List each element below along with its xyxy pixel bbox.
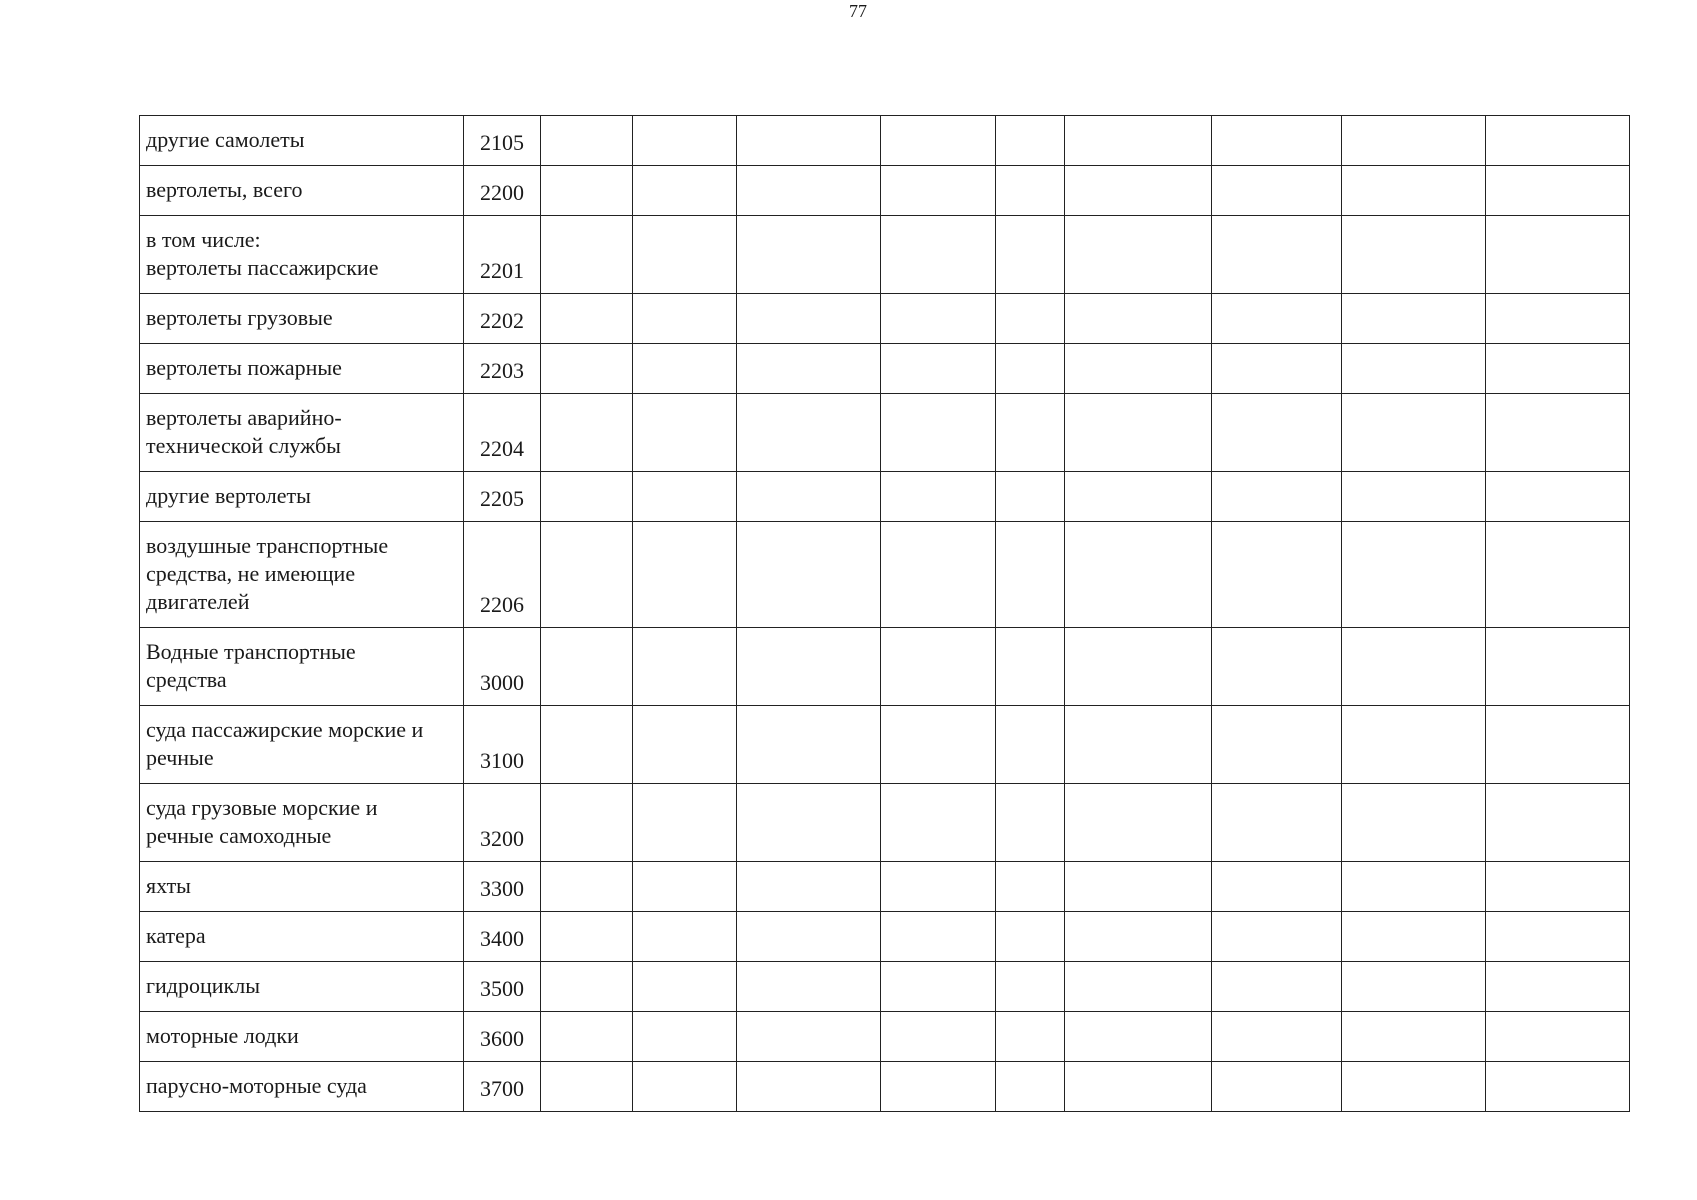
- value-cell: [633, 116, 737, 166]
- value-cell: [1486, 344, 1630, 394]
- table-row: [140, 1012, 1630, 1062]
- row-code-cell: 2200: [464, 166, 541, 216]
- row-label-line: Водные транспортные: [146, 639, 356, 664]
- value-cell: [541, 784, 633, 862]
- row-label-cell: [140, 784, 464, 862]
- value-cell: [1212, 706, 1342, 784]
- row-code-cell: 3400: [464, 912, 541, 962]
- row-label-line: катера: [146, 923, 206, 948]
- row-label-line: двигателей: [146, 589, 250, 614]
- value-cell: [541, 628, 633, 706]
- row-label-line: вертолеты аварийно-: [146, 405, 342, 430]
- value-cell: [996, 1012, 1065, 1062]
- value-cell: [1342, 706, 1486, 784]
- value-cell: [996, 706, 1065, 784]
- value-cell: [633, 628, 737, 706]
- value-cell: [1212, 344, 1342, 394]
- value-cell: [541, 394, 633, 472]
- value-cell: [633, 1012, 737, 1062]
- reporting-form-table: [139, 115, 1630, 1112]
- value-cell: [633, 862, 737, 912]
- table-row: [140, 472, 1630, 522]
- row-label-cell: [140, 294, 464, 344]
- row-label-cell: [140, 216, 464, 294]
- row-code-cell: 2201: [464, 216, 541, 294]
- value-cell: [541, 862, 633, 912]
- row-label-cell: [140, 628, 464, 706]
- row-label-line: воздушные транспортные: [146, 533, 389, 558]
- row-label-line: средства: [146, 667, 227, 692]
- row-code-cell: 2202: [464, 294, 541, 344]
- value-cell: [541, 216, 633, 294]
- value-cell: [996, 862, 1065, 912]
- row-label-line: парусно-моторные суда: [146, 1073, 367, 1098]
- value-cell: [1486, 1062, 1630, 1112]
- value-cell: [541, 472, 633, 522]
- value-cell: [1342, 862, 1486, 912]
- table-row: [140, 522, 1630, 628]
- row-label-cell: [140, 962, 464, 1012]
- value-cell: [1065, 962, 1212, 1012]
- value-cell: [881, 344, 996, 394]
- row-code-cell: 3100: [464, 706, 541, 784]
- row-label-line: технической службы: [146, 433, 341, 458]
- value-cell: [996, 1062, 1065, 1112]
- value-cell: [1065, 912, 1212, 962]
- table-row: [140, 344, 1630, 394]
- value-cell: [737, 706, 881, 784]
- table-row: [140, 706, 1630, 784]
- value-cell: [1212, 962, 1342, 1012]
- value-cell: [1486, 912, 1630, 962]
- row-label-line: моторные лодки: [146, 1023, 299, 1048]
- value-cell: [541, 706, 633, 784]
- value-cell: [881, 1062, 996, 1112]
- value-cell: [1342, 1062, 1486, 1112]
- table-row: [140, 962, 1630, 1012]
- value-cell: [1342, 628, 1486, 706]
- value-cell: [1065, 522, 1212, 628]
- table-row: [140, 628, 1630, 706]
- value-cell: [881, 216, 996, 294]
- value-cell: [1065, 784, 1212, 862]
- page-number: 77: [849, 1, 867, 21]
- value-cell: [541, 294, 633, 344]
- row-label-line: средства, не имеющие: [146, 561, 356, 586]
- value-cell: [737, 166, 881, 216]
- value-cell: [1065, 216, 1212, 294]
- table-body: [140, 116, 1630, 1112]
- value-cell: [881, 472, 996, 522]
- value-cell: [737, 862, 881, 912]
- value-cell: [633, 472, 737, 522]
- value-cell: [1342, 472, 1486, 522]
- value-cell: [1212, 1012, 1342, 1062]
- value-cell: [633, 962, 737, 1012]
- value-cell: [1342, 166, 1486, 216]
- row-label-cell: [140, 1012, 464, 1062]
- value-cell: [1486, 784, 1630, 862]
- value-cell: [633, 706, 737, 784]
- value-cell: [1342, 1012, 1486, 1062]
- row-code-cell: 3000: [464, 628, 541, 706]
- row-label-line: суда грузовые морские и: [146, 795, 378, 820]
- value-cell: [1212, 166, 1342, 216]
- row-label-line: вертолеты пожарные: [146, 355, 342, 380]
- value-cell: [1212, 862, 1342, 912]
- value-cell: [881, 862, 996, 912]
- value-cell: [1486, 294, 1630, 344]
- value-cell: [1212, 116, 1342, 166]
- value-cell: [737, 784, 881, 862]
- value-cell: [633, 294, 737, 344]
- value-cell: [633, 344, 737, 394]
- value-cell: [633, 166, 737, 216]
- row-label-cell: [140, 116, 464, 166]
- row-code-cell: 2204: [464, 394, 541, 472]
- value-cell: [1342, 962, 1486, 1012]
- value-cell: [1212, 216, 1342, 294]
- value-cell: [737, 394, 881, 472]
- row-code-cell: 3600: [464, 1012, 541, 1062]
- value-cell: [881, 394, 996, 472]
- row-label-line: речные: [146, 745, 214, 770]
- value-cell: [1065, 472, 1212, 522]
- value-cell: [1486, 394, 1630, 472]
- row-code-cell: 3700: [464, 1062, 541, 1112]
- value-cell: [737, 962, 881, 1012]
- value-cell: [737, 522, 881, 628]
- value-cell: [881, 784, 996, 862]
- row-label-cell: [140, 706, 464, 784]
- value-cell: [1065, 344, 1212, 394]
- value-cell: [1065, 394, 1212, 472]
- value-cell: [737, 628, 881, 706]
- row-code-cell: 2105: [464, 116, 541, 166]
- value-cell: [996, 216, 1065, 294]
- row-label-cell: [140, 912, 464, 962]
- row-label-line: яхты: [146, 873, 191, 898]
- value-cell: [881, 706, 996, 784]
- value-cell: [1486, 166, 1630, 216]
- value-cell: [1212, 294, 1342, 344]
- row-label-line: вертолеты грузовые: [146, 305, 333, 330]
- value-cell: [881, 912, 996, 962]
- value-cell: [996, 912, 1065, 962]
- table-row: [140, 294, 1630, 344]
- value-cell: [541, 962, 633, 1012]
- value-cell: [1342, 522, 1486, 628]
- value-cell: [996, 294, 1065, 344]
- value-cell: [1486, 116, 1630, 166]
- value-cell: [1212, 628, 1342, 706]
- value-cell: [1342, 784, 1486, 862]
- row-label-line: речные самоходные: [146, 823, 332, 848]
- row-code-cell: 3500: [464, 962, 541, 1012]
- table-row: [140, 862, 1630, 912]
- value-cell: [1486, 962, 1630, 1012]
- value-cell: [541, 344, 633, 394]
- row-label-line: суда пассажирские морские и: [146, 717, 424, 742]
- table-row: [140, 1062, 1630, 1112]
- table-row: [140, 784, 1630, 862]
- row-label-cell: [140, 862, 464, 912]
- value-cell: [1342, 344, 1486, 394]
- value-cell: [1212, 784, 1342, 862]
- value-cell: [1342, 116, 1486, 166]
- value-cell: [633, 912, 737, 962]
- value-cell: [996, 628, 1065, 706]
- value-cell: [737, 912, 881, 962]
- value-cell: [881, 628, 996, 706]
- value-cell: [996, 344, 1065, 394]
- value-cell: [1342, 912, 1486, 962]
- value-cell: [737, 472, 881, 522]
- value-cell: [1065, 166, 1212, 216]
- value-cell: [1486, 862, 1630, 912]
- value-cell: [996, 472, 1065, 522]
- value-cell: [1212, 394, 1342, 472]
- value-cell: [737, 344, 881, 394]
- value-cell: [633, 784, 737, 862]
- value-cell: [996, 784, 1065, 862]
- value-cell: [1212, 522, 1342, 628]
- table-row: [140, 912, 1630, 962]
- row-code-cell: 3200: [464, 784, 541, 862]
- row-label-cell: [140, 166, 464, 216]
- table-row: [140, 216, 1630, 294]
- value-cell: [1486, 522, 1630, 628]
- value-cell: [1065, 1062, 1212, 1112]
- value-cell: [737, 294, 881, 344]
- value-cell: [1212, 1062, 1342, 1112]
- value-cell: [1486, 706, 1630, 784]
- value-cell: [881, 522, 996, 628]
- value-cell: [541, 1062, 633, 1112]
- value-cell: [1486, 628, 1630, 706]
- value-cell: [633, 1062, 737, 1112]
- value-cell: [1212, 912, 1342, 962]
- value-cell: [737, 1062, 881, 1112]
- value-cell: [633, 394, 737, 472]
- value-cell: [881, 294, 996, 344]
- value-cell: [1212, 472, 1342, 522]
- row-label-line: гидроциклы: [146, 973, 260, 998]
- table-row: [140, 394, 1630, 472]
- row-code-cell: 2203: [464, 344, 541, 394]
- value-cell: [737, 1012, 881, 1062]
- table-row: [140, 166, 1630, 216]
- value-cell: [1065, 706, 1212, 784]
- value-cell: [881, 166, 996, 216]
- row-code-cell: 2206: [464, 522, 541, 628]
- row-label-line: вертолеты, всего: [146, 177, 303, 202]
- row-label-cell: [140, 1062, 464, 1112]
- value-cell: [1486, 1012, 1630, 1062]
- row-label-line: в том числе:: [146, 227, 261, 252]
- value-cell: [1486, 472, 1630, 522]
- row-label-cell: [140, 472, 464, 522]
- row-label-line: вертолеты пассажирские: [146, 255, 379, 280]
- value-cell: [1342, 394, 1486, 472]
- value-cell: [541, 522, 633, 628]
- value-cell: [1342, 216, 1486, 294]
- value-cell: [996, 394, 1065, 472]
- row-code-cell: 3300: [464, 862, 541, 912]
- value-cell: [881, 1012, 996, 1062]
- value-cell: [541, 166, 633, 216]
- value-cell: [541, 116, 633, 166]
- value-cell: [996, 962, 1065, 1012]
- value-cell: [541, 912, 633, 962]
- row-label-cell: [140, 394, 464, 472]
- value-cell: [996, 166, 1065, 216]
- table-row: [140, 116, 1630, 166]
- value-cell: [1065, 862, 1212, 912]
- value-cell: [1486, 216, 1630, 294]
- value-cell: [1065, 116, 1212, 166]
- value-cell: [737, 116, 881, 166]
- row-label-cell: [140, 344, 464, 394]
- row-label-line: другие вертолеты: [146, 483, 311, 508]
- value-cell: [881, 962, 996, 1012]
- value-cell: [541, 1012, 633, 1062]
- value-cell: [633, 522, 737, 628]
- row-code-cell: 2205: [464, 472, 541, 522]
- value-cell: [1065, 294, 1212, 344]
- value-cell: [1342, 294, 1486, 344]
- value-cell: [996, 522, 1065, 628]
- value-cell: [633, 216, 737, 294]
- value-cell: [1065, 1012, 1212, 1062]
- value-cell: [1065, 628, 1212, 706]
- value-cell: [737, 216, 881, 294]
- value-cell: [881, 116, 996, 166]
- row-label-cell: [140, 522, 464, 628]
- value-cell: [996, 116, 1065, 166]
- row-label-line: другие самолеты: [146, 127, 305, 152]
